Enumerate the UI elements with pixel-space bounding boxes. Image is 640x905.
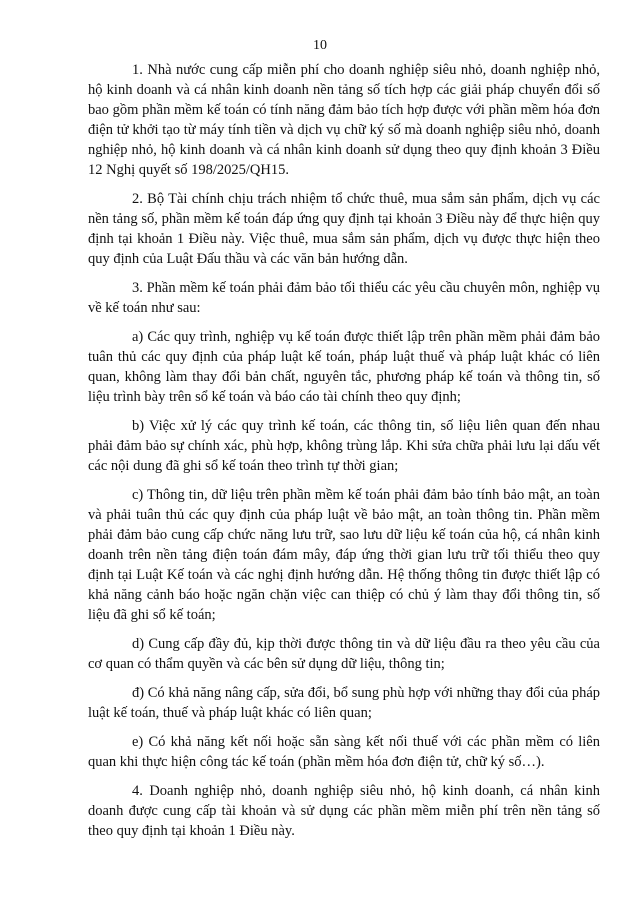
paragraph-clause-1: 1. Nhà nước cung cấp miễn phí cho doanh nghiệp siêu nhỏ, doanh nghiệp nhỏ, hộ kinh doanh và cá nhân kinh doanh nền tảng số tích hợp các giải pháp chuyển đổi số bao gồm phần mềm kế toán có tính năng đảm bảo tích hợp được với phần mềm hóa đơn điện tử khởi tạo từ máy tính tiền và dịch vụ chữ ký số mà doanh nghiệp siêu nhỏ, doanh nghiệp nhỏ, hộ kinh doanh và cá nhân kinh doanh sử dụng theo quy định khoản 3 Điều 12 Nghị quyết số 198/2025/QH15. bbox=[88, 62, 600, 178]
paragraph-clause-4: 4. Doanh nghiệp nhỏ, doanh nghiệp siêu nhỏ, hộ kinh doanh, cá nhân kinh doanh được cung cấp tài khoản và sử dụng các phần mềm miễn phí trên nền tảng số theo quy định tại khoản 1 Điều này. bbox=[88, 783, 600, 839]
paragraph-clause-3: 3. Phần mềm kế toán phải đảm bảo tối thiểu các yêu cầu chuyên môn, nghiệp vụ về kế toán như sau: bbox=[88, 280, 600, 316]
paragraph-point-a: a) Các quy trình, nghiệp vụ kế toán được thiết lập trên phần mềm phải đảm bảo tuân thủ các quy định của pháp luật kế toán, pháp luật thuế và pháp luật khác có liên quan, không làm thay đổi bản chất, nguyên tắc, phương pháp kế toán và thông tin, số liệu trình bày trên sổ kế toán và báo cáo tài chính theo quy định; bbox=[88, 329, 600, 405]
paragraph-point-dd: đ) Có khả năng nâng cấp, sửa đổi, bổ sung phù hợp với những thay đổi của pháp luật kế toán, thuế và pháp luật khác có liên quan; bbox=[88, 685, 600, 721]
paragraph-point-b: b) Việc xử lý các quy trình kế toán, các thông tin, số liệu liên quan đến nhau phải đảm bảo sự chính xác, phù hợp, không trùng lắp. Khi sửa chữa phải lưu lại dấu vết các nội dung đã ghi sổ kế toán theo trình tự thời gian; bbox=[88, 418, 600, 474]
paragraph-point-e: e) Có khả năng kết nối hoặc sẵn sàng kết nối thuế với các phần mềm có liên quan khi thực hiện công tác kế toán (phần mềm hóa đơn điện tử, chữ ký số…). bbox=[88, 734, 600, 770]
paragraph-clause-2: 2. Bộ Tài chính chịu trách nhiệm tổ chức thuê, mua sắm sản phẩm, dịch vụ các nền tảng số, phần mềm kế toán đáp ứng quy định tại khoản 3 Điều này để thực hiện quy định tại khoản 1 Điều này. Việc thuê, mua sắm sản phẩm, dịch vụ được thực hiện theo quy định của Luật Đấu thầu và các văn bản hướng dẫn. bbox=[88, 191, 600, 267]
paragraph-point-d: d) Cung cấp đầy đủ, kịp thời được thông tin và dữ liệu đầu ra theo yêu cầu của cơ quan có thẩm quyền và các bên sử dụng dữ liệu, thông tin; bbox=[88, 636, 600, 672]
page-number: 10 bbox=[313, 38, 327, 53]
paragraph-point-c: c) Thông tin, dữ liệu trên phần mềm kế toán phải đảm bảo tính bảo mật, an toàn và phải tuân thủ các quy định của pháp luật về bảo mật, an toàn thông tin. Phần mềm phải đảm bảo cung cấp chức năng lưu trữ, sao lưu dữ liệu kế toán của hộ, cá nhân kinh doanh trên nền tảng điện toán đám mây, đáp ứng thời gian lưu trữ tối thiểu theo quy định tại Luật Kế toán và các nghị định hướng dẫn. Hệ thống thông tin được thiết lập có khả năng cảnh báo hoặc ngăn chặn việc can thiệp có chủ ý làm thay đổi thông tin, số liệu đã ghi sổ kế toán; bbox=[88, 487, 600, 623]
